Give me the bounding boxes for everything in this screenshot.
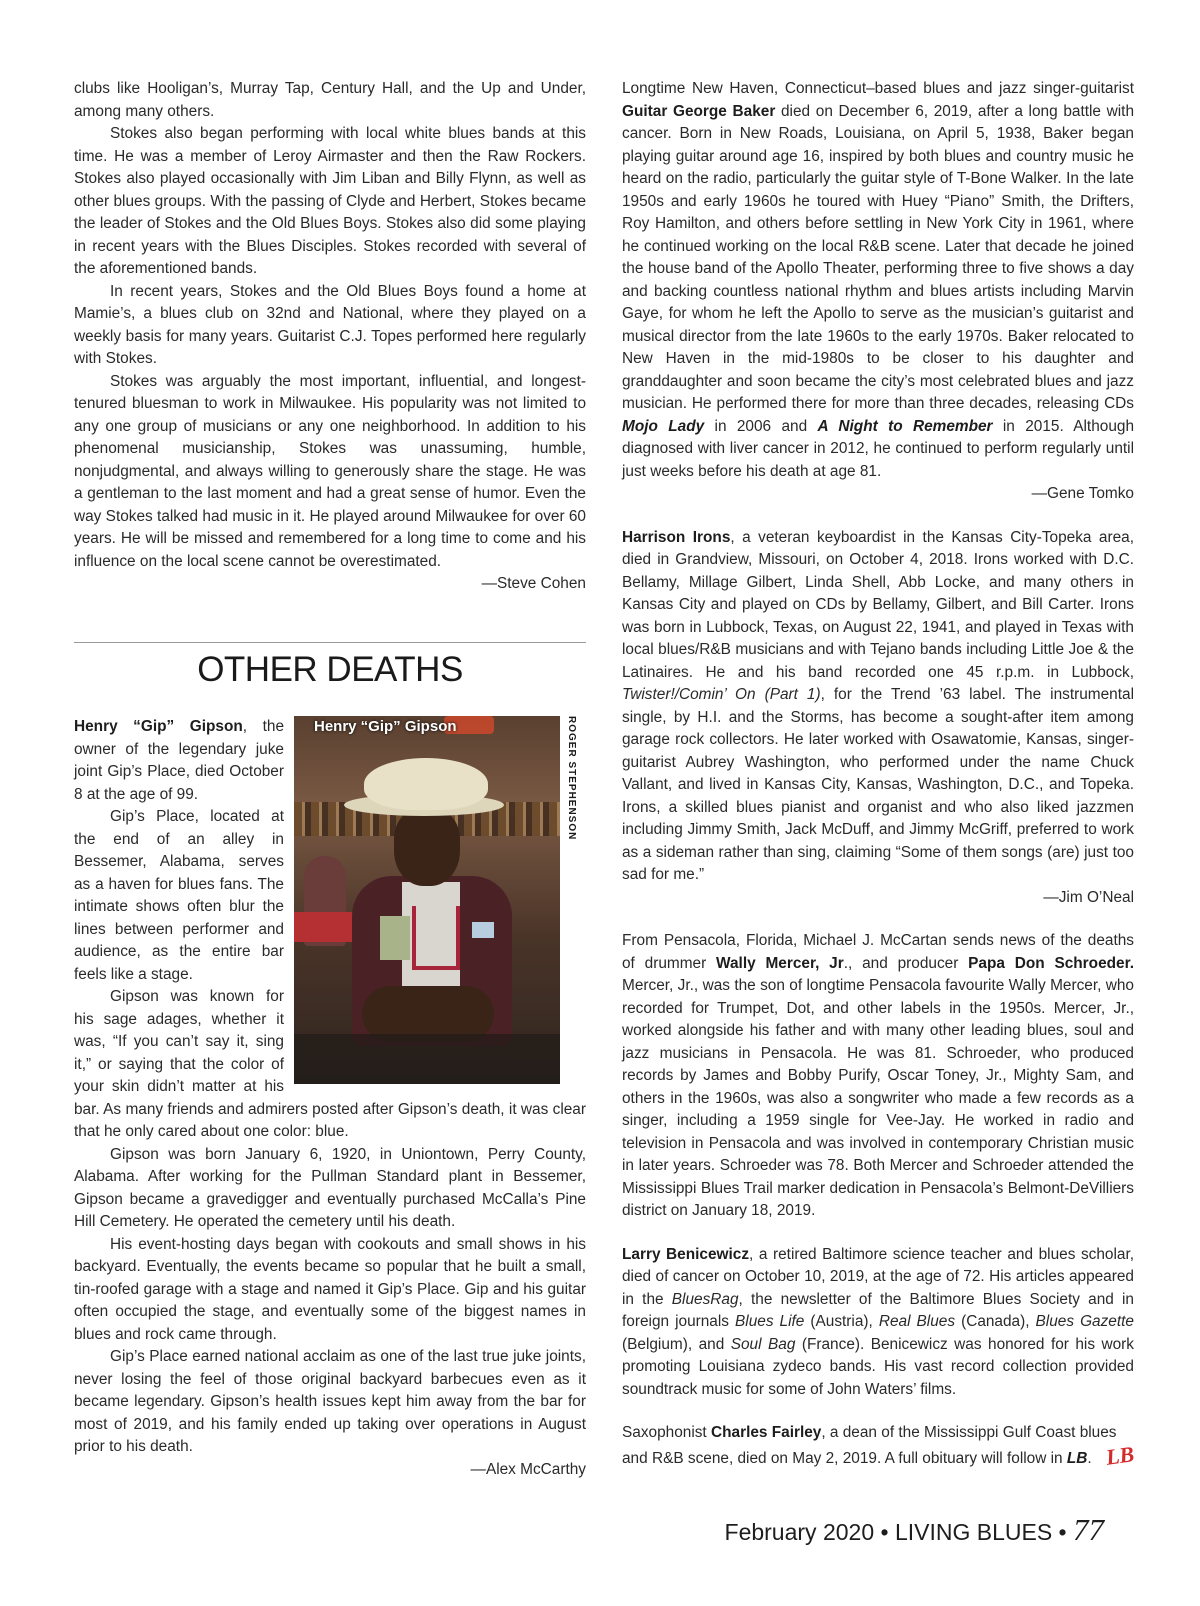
- baker-text-1: died on December 6, 2019, after a long battle with cancer. Born in New Roads, Louisiana, on April 5, 1938, Baker began playing guitar around age 16, inspired by both blues and country music he heard on the radio, particularly the guitar style of T-Bone Walker. In the late 1950s and early 1960s he toured with Huey “Piano” Smith, the Drifters, Roy Hamilton, and others before settling in New York City in 1961, where he continued working on the local R&B scene. Later that decade he joined the house band of the Apollo Theater, performing three to five shows a day and backing countless national rhythm and blues artists including Marvin Gaye, for whom he left the Apollo to serve as the musician’s guitarist and musical director from the late 1960s to the early 1970s. Baker relocated to New Haven in the mid-1980s to be closer to his daughter and granddaughter and soon became the city’s most celebrated blues and jazz musician. He performed there for more than three decades, releasing CDs: [622, 102, 1135, 412]
- benicewicz-text-6: (France). Benicewicz was honored for his work promoting Louisiana zydeco bands. His vast record collection provided soundtrack music for some of John Waters’ films.: [622, 1335, 1134, 1398]
- gipson-signature: —Alex McCarthy: [470, 1460, 586, 1478]
- fairley-end: .: [1087, 1449, 1092, 1467]
- stokes-paragraph-1: clubs like Hooligan’s, Murray Tap, Century Hall, and the Up and Under, among many others.: [74, 80, 586, 120]
- benicewicz-text-1: , a retired Baltimore science teacher and blues scholar, died of cancer on October 10, 2019, at the age of 72. His articles appeared in the: [622, 1245, 1134, 1308]
- baker-obituary: [622, 78, 1134, 483]
- stokes-paragraph-3: In recent years, Stokes and the Old Blues Boys found a home at Mamie’s, a blues club on 32nd and National, where they played on a weekly basis for many years. Guitarist C.J. Topes performed here regularly with Stokes.: [74, 282, 586, 367]
- irons-single: Twister!/Comin’ On (Part 1): [622, 686, 821, 703]
- gipson-paragraph-6: Gip’s Place earned national acclaim as one of the last true juke joints, never losing the feel of those original backyard barbecues even as it became legendary. Gipson’s health issues kept him away from the bar for most of 2019, and his family ended up taking over operations in August prior to his death.: [74, 1348, 586, 1455]
- issue-info: February 2020 • LIVING BLUES •: [724, 1519, 1073, 1545]
- gipson-obituary: [74, 716, 586, 1481]
- gipson-name: Henry “Gip” Gipson: [74, 718, 243, 735]
- publication-real-blues: Real Blues: [878, 1313, 956, 1330]
- photo-credit: [566, 716, 586, 1084]
- gipson-paragraph-4: Gipson was born January 6, 1920, in Uniontown, Perry County, Alabama. After working for the Pullman Standard plant in Bessemer, Gipson became a gravedigger and eventually purchased McCalla’s Pine Hill Cemetery. He operated the cemetery until his death.: [74, 1145, 586, 1230]
- gipson-paragraph-1-text: , the owner of the legendary juke joint Gip’s Place, died October 8 at the age of 99.: [74, 718, 284, 803]
- publication-blues-gazette: Blues Gazette: [1035, 1313, 1134, 1330]
- pensacola-obituary: [622, 930, 1134, 1223]
- benicewicz-text-2: , the newsletter of the Baltimore Blues Society and in foreign journals: [622, 1290, 1134, 1330]
- section-title: OTHER DEATHS: [197, 650, 463, 689]
- benicewicz-text-4: (Canada),: [955, 1313, 1036, 1330]
- fairley-lead: Saxophonist: [622, 1424, 711, 1441]
- stokes-paragraph-2: Stokes also began performing with local white blues bands at this time. He was a member of Leroy Airmaster and then the Raw Rockers. Stokes also played occasionally with Jim Liban and Billy Flynn, as well as other blues groups. With the passing of Clyde and Herbert, Stokes became the leader of Stokes and the Old Blues Boys. Stokes also did some playing in recent years with the Blues Disciples. Stokes recorded with several of the aforementioned bands.: [74, 125, 586, 277]
- magazine-abbrev: LB: [1066, 1449, 1088, 1467]
- stokes-paragraph-4: Stokes was arguably the most important, influential, and longest-tenured bluesman to work in Milwaukee. His popularity was not limited to any one group of musicians or any one neighborhood. In addition to his phenomenal musicianship, Stokes was unassuming, humble, nonjudgmental, and always willing to generously share the stage. He was a gentleman to the last moment and had a great sense of humor. Even the way Stokes talked had music in it. He played around Milwaukee for over 60 years. He will be missed and remembered for a long time to come and his influence on the local scene cannot be overestimated.: [74, 372, 586, 570]
- baker-signature: —Gene Tomko: [1031, 485, 1134, 502]
- benicewicz-text-5: (Belgium), and: [622, 1335, 731, 1353]
- section-divider: [74, 642, 586, 643]
- publication-blues-life: Blues Life: [735, 1313, 805, 1330]
- gipson-paragraph-5: His event-hosting days began with cookouts and small shows in his backyard. Eventually, the events became so popular that he built a small, tin-roofed garage with a stage and named it Gip’s Place. Gip and his guitar often occupied the stage, and eventually some of the biggest names in blues and rock came through.: [74, 1235, 586, 1343]
- irons-name: Harrison Irons: [622, 528, 731, 546]
- gipson-paragraph-3: Gipson was known for his sage adages, whether it was, “If you can’t say it, sing it,” or saying that the color of your skin didn’t matter at his bar. As many friends and admirers posted after Gipson’s death, it was clear that he only cared about one color: blue.: [74, 988, 586, 1140]
- fairley-obituary: [622, 1422, 1134, 1470]
- benicewicz-text-3: (Austria),: [804, 1313, 879, 1330]
- stokes-signature: —Steve Cohen: [481, 575, 586, 592]
- page-footer: [725, 1512, 1104, 1548]
- mercer-name: Wally Mercer, Jr: [716, 954, 844, 972]
- baker-cd-2: A Night to Remember: [817, 417, 993, 435]
- baker-name: Guitar George Baker: [622, 102, 776, 120]
- gipson-photo-block: [294, 716, 586, 1086]
- lb-logo-icon: LB: [1103, 1440, 1136, 1470]
- benicewicz-obituary: [622, 1244, 1134, 1402]
- left-column: [74, 78, 586, 596]
- publication-bluesrag: BluesRag: [671, 1290, 739, 1308]
- irons-obituary: [622, 527, 1134, 887]
- publication-soul-bag: Soul Bag: [730, 1335, 796, 1353]
- photo-caption: Henry “Gip” Gipson: [314, 718, 457, 735]
- fairley-text: , a dean of the Mississippi Gulf Coast blues and R&B scene, died on May 2, 2019. A full obituary will follow in: [622, 1424, 1117, 1467]
- benicewicz-name: Larry Benicewicz: [622, 1245, 750, 1263]
- irons-text-2: , for the Trend ’63 label. The instrumental single, by H.I. and the Storms, has become a sought-after item among garage rock collectors. He later worked with Osawatomie, Kansas, singer-guitarist Aubrey Washington, who performed under the name Chuck Vallant, and lived in Kansas City, Kansas, Washington, D.C., and Topeka. Irons, a skilled blues pianist and organist and who also liked jazzmen including Jimmy Smith, Jack McDuff, and Jimmy McGriff, preferred to work as a sideman rather than sing, claiming “Some of them songs (are) just too sad for me.”: [622, 686, 1134, 883]
- gipson-photo: [294, 716, 560, 1084]
- baker-text-3: in 2015. Although diagnosed with liver cancer in 2012, he continued to perform regularly until just weeks before his death at age 81.: [622, 417, 1134, 480]
- baker-cd-1: Mojo Lady: [622, 417, 705, 435]
- pensacola-text: Mercer, Jr., was the son of longtime Pensacola favourite Wally Mercer, who recorded for Trumpet, Dot, and other labels in the 1950s. Mercer, Jr., worked alongside his father and with many other leading blues, soul and jazz musicians in Pensacola. He was 81. Schroeder, who produced records by James and Bobby Purify, Oscar Toney, Jr., Mighty Sam, and others in the 1960s, was also a songwriter who made a few records as a singer, including a 1959 single for Vee-Jay. He worked in radio and television in Pensacola and was involved in contemporary Christian music in later years. Schroeder was 78. Both Mercer and Schroeder attended the Mississippi Blues Trail marker dedication in Pensacola’s Belmont-DeVilliers district on January 18, 2019.: [622, 977, 1134, 1219]
- fairley-name: Charles Fairley: [711, 1424, 822, 1441]
- irons-signature: —Jim O’Neal: [1043, 888, 1134, 906]
- right-column: [622, 78, 1134, 1470]
- photo-credit-text: ROGER STEPHENSON: [566, 716, 577, 841]
- page-number: 77: [1073, 1512, 1104, 1547]
- baker-lead: Longtime New Haven, Connecticut–based blues and jazz singer-guitarist: [622, 80, 1134, 97]
- schroeder-name: Papa Don Schroeder.: [968, 954, 1135, 972]
- baker-text-2: in 2006 and: [704, 417, 818, 435]
- irons-text-1: , a veteran keyboardist in the Kansas City-Topeka area, died in Grandview, Missouri, on October 4, 2018. Irons worked with D.C. Bellamy, Millage Gilbert, Linda Shell, Abb Locke, and many others in Kansas City and played on CDs by Bellamy, Gilbert, and Bill Carter. Irons was born in Lubbock, Texas, on August 22, 1941, and played in Texas with local blues/R&B musicians and with Tejano bands including Little Joe & the Latinaires. He and his band recorded one 45 r.p.m. in Lubbock,: [622, 528, 1134, 681]
- pensacola-lead: From Pensacola, Florida, Michael J. McCartan sends news of the deaths of drummer: [622, 932, 1134, 972]
- gipson-paragraph-2: Gip’s Place, located at the end of an alley in Bessemer, Alabama, serves as a haven for blues fans. The intimate shows often blur the lines between performer and audience, as the entire bar feels like a stage.: [74, 808, 284, 983]
- pensacola-mid: ., and producer: [843, 954, 969, 972]
